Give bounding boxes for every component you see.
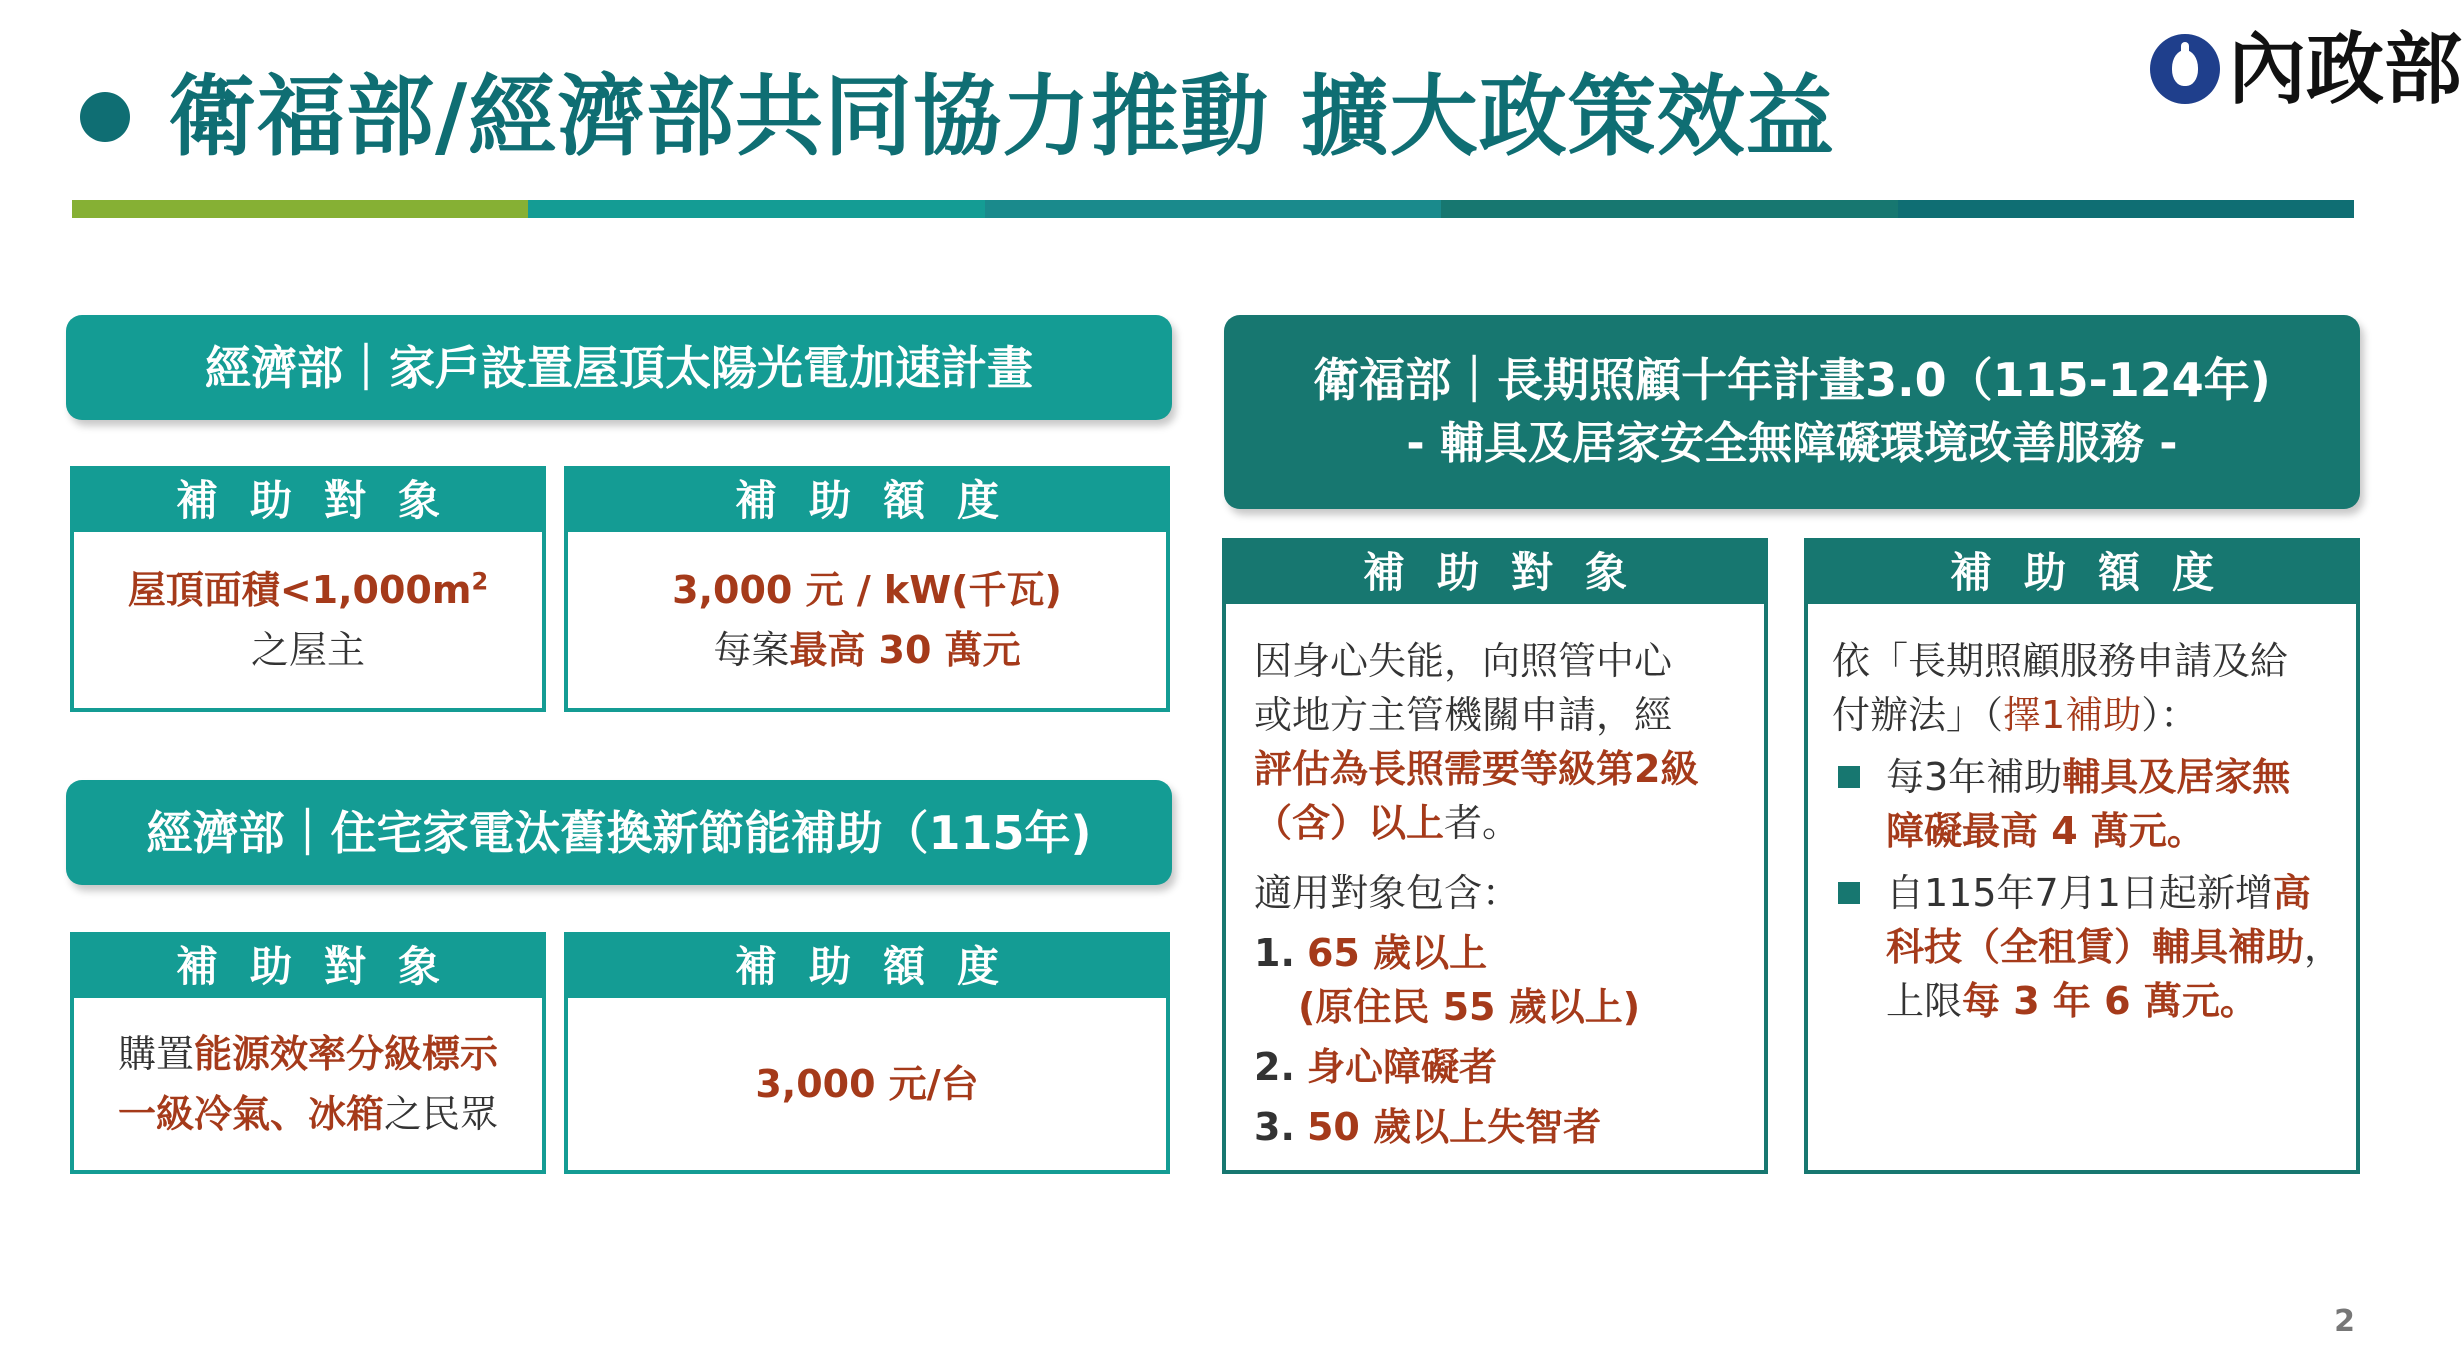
ltc-plan-title: 衛福部｜長期照顧十年計畫3.0（115-124年) <box>1313 353 2271 407</box>
divider-segment <box>1898 200 2354 218</box>
bullet2-line3-prefix: 上限 <box>1886 979 1963 1023</box>
bullet2-limit: 每 3 年 6 萬元 <box>1962 979 2220 1023</box>
logo-text: 內政部 <box>2228 24 2462 115</box>
roof-area-text: 屋頂面積<1,000m <box>127 568 472 612</box>
list-item-text: (原住民 55 歲以上) <box>1298 985 1641 1029</box>
bullet1-highlight: 輔具及居家無 <box>2062 755 2291 799</box>
ltc-amount-line2-prefix: 付辦法」（ <box>1832 693 2004 737</box>
square-bullet-icon <box>1838 882 1860 904</box>
appliance-target-suffix: 之民眾 <box>384 1092 499 1136</box>
solar-target-box <box>70 466 546 712</box>
solar-target-heading: 補助對象 <box>74 470 542 532</box>
bullet1-highlight-cont: 障礙最高 4 萬元 <box>1886 809 2167 853</box>
appliance-target-line1 <box>118 1024 498 1084</box>
ltc-plan-header <box>1224 315 2360 509</box>
ltc-amount-line2 <box>1832 688 2336 742</box>
title-divider <box>72 200 2354 218</box>
bullet2-end: 。 <box>2219 979 2258 1023</box>
ltc-amount-body <box>1832 634 2343 1028</box>
divider-segment <box>1441 200 1897 218</box>
appliance-target-box <box>70 932 546 1174</box>
bullet2-line2 <box>1886 920 2342 974</box>
list-item-text: 身心障礙者 <box>1306 1045 1497 1089</box>
appliance-target-prefix: 購置 <box>117 1032 194 1076</box>
ltc-target-box <box>1222 538 1768 1174</box>
ltc-target-line1: 因身心失能，向照管中心 <box>1254 639 1673 683</box>
bullet1-line1 <box>1886 750 2290 804</box>
solar-amount-prefix: 每案 <box>713 628 790 672</box>
divider-segment <box>985 200 1441 218</box>
divider-segment <box>72 200 528 218</box>
appliance-target-line2 <box>118 1084 498 1144</box>
appliance-amount-line: 3,000 元/台 <box>755 1062 979 1106</box>
appliance-amount-body <box>568 998 1166 1170</box>
bullet1-line2 <box>1886 804 2290 858</box>
solar-target-line1 <box>128 560 488 620</box>
ltc-target-heading: 補助對象 <box>1226 542 1764 604</box>
solar-amount-body <box>568 532 1166 708</box>
list-item <box>1832 750 2336 858</box>
bullet2-comma: ， <box>2304 925 2343 969</box>
bullet2-line1 <box>1886 866 2342 920</box>
list-item <box>1254 926 1744 980</box>
solar-amount-max: 最高 30 萬元 <box>789 628 1021 672</box>
ltc-amount-box <box>1804 538 2360 1174</box>
ltc-amount-heading: 補助額度 <box>1808 542 2356 604</box>
ltc-target-body <box>1254 634 1744 1154</box>
bullet1-prefix: 每3年補助 <box>1886 755 2063 799</box>
appliance-target-body <box>74 998 542 1170</box>
appliance-amount-box <box>564 932 1170 1174</box>
list-item <box>1254 980 1744 1034</box>
list-item-number: 1. <box>1254 931 1295 975</box>
solar-target-line2: 之屋主 <box>250 628 365 672</box>
title-bullet-icon <box>80 92 130 142</box>
solar-target-body <box>74 532 542 708</box>
ltc-target-criteria: 評估為長照需要等級第2級 <box>1254 747 1699 791</box>
ltc-target-line4 <box>1254 796 1744 850</box>
roof-area-unit-sup: 2 <box>471 567 489 596</box>
solar-amount-line1: 3,000 元 / kW(千瓦) <box>672 568 1062 612</box>
ltc-target-intro: 適用對象包含： <box>1254 871 1521 915</box>
bullet2-prefix: 自115年7月1日起新增 <box>1886 871 2273 915</box>
bullet2-highlight: 高 <box>2272 871 2311 915</box>
ltc-target-line2: 或地方主管機關申請，經 <box>1254 693 1673 737</box>
solar-amount-box <box>564 466 1170 712</box>
list-item-number: 2. <box>1254 1045 1295 1089</box>
solar-amount-line2 <box>713 620 1020 680</box>
ministry-emblem-icon <box>2150 34 2220 104</box>
bullet2-line3 <box>1886 974 2342 1028</box>
appliance-amount-heading: 補助額度 <box>568 936 1166 998</box>
appliance-target-label: 能源效率分級標示 <box>194 1032 499 1076</box>
ltc-amount-line1: 依「長期照顧服務申請及給 <box>1832 639 2289 683</box>
ltc-target-suffix: 者。 <box>1444 801 1521 845</box>
list-item-text: 50 歲以上失智者 <box>1306 1105 1602 1149</box>
list-item <box>1254 1100 1744 1154</box>
ltc-target-criteria-cont: （含）以上 <box>1254 801 1445 845</box>
divider-segment <box>528 200 984 218</box>
solar-amount-heading: 補助額度 <box>568 470 1166 532</box>
page-title: 衛福部/經濟部共同協力推動 擴大政策效益 <box>168 65 1835 168</box>
bullet1-end: 。 <box>2166 809 2205 853</box>
list-item <box>1254 1040 1744 1094</box>
appliance-plan-title: 經濟部｜住宅家電汰舊換新節能補助（115年) <box>146 805 1092 860</box>
ltc-plan-subtitle: - 輔具及居家安全無障礙環境改善服務 - <box>1406 418 2178 469</box>
bullet2-highlight-cont: 科技（全租賃）輔具補助 <box>1886 925 2305 969</box>
appliance-plan-header <box>66 780 1172 885</box>
square-bullet-icon <box>1838 766 1860 788</box>
solar-plan-header <box>66 315 1172 420</box>
appliance-target-heading: 補助對象 <box>74 936 542 998</box>
ltc-amount-line2-suffix: ）： <box>2141 693 2199 737</box>
list-item <box>1832 866 2343 1028</box>
appliance-target-items: 一級冷氣、冰箱 <box>117 1092 384 1136</box>
page-number: 2 <box>2334 1304 2355 1339</box>
ltc-amount-choose-one: 擇1補助 <box>2003 693 2142 737</box>
list-item-text: 65 歲以上 <box>1306 931 1488 975</box>
solar-plan-title: 經濟部｜家戶設置屋頂太陽光電加速計畫 <box>205 340 1033 395</box>
list-item-number: 3. <box>1254 1105 1295 1149</box>
